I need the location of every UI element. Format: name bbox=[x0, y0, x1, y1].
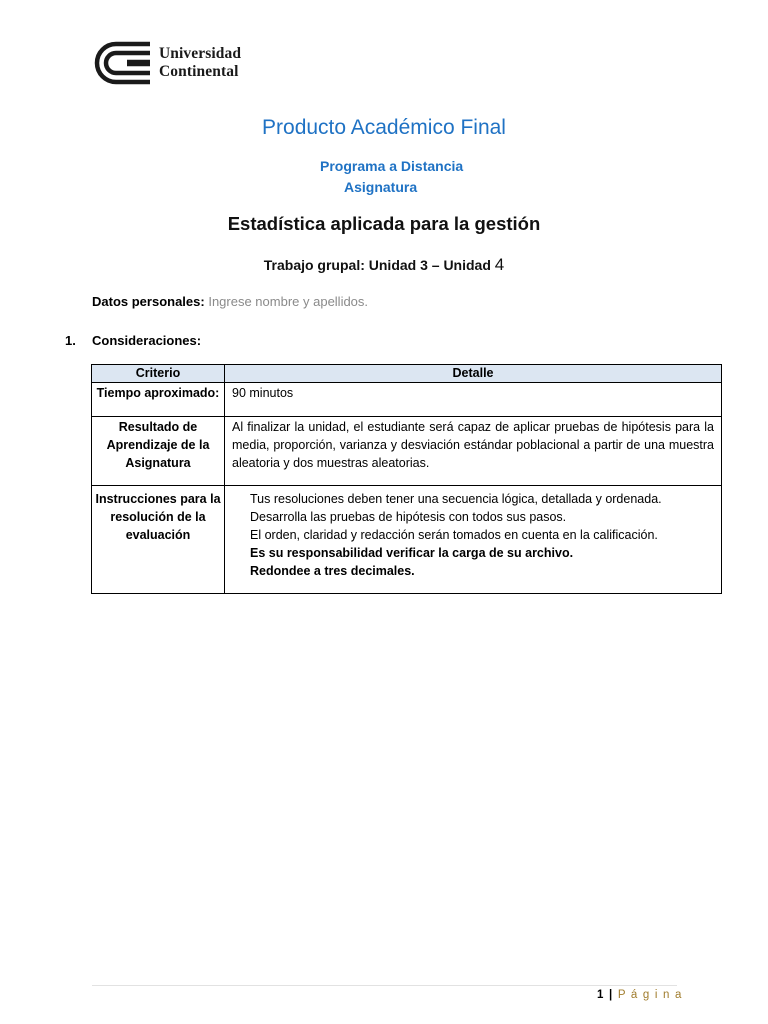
table-row bbox=[92, 383, 722, 417]
work-heading bbox=[0, 255, 768, 275]
list-item: Desarrolla las pruebas de hipótesis con todos sus pasos. bbox=[250, 510, 567, 524]
header-detalle: Detalle bbox=[225, 365, 722, 383]
list-item: El orden, claridad y redacción serán tomados en cuenta en la calificación. bbox=[250, 528, 658, 542]
list-item: Redondee a tres decimales. bbox=[250, 564, 415, 578]
page-number: 1 bbox=[597, 989, 605, 1001]
document-title: Producto Académico Final bbox=[262, 116, 506, 139]
program-name: Programa a Distancia bbox=[320, 158, 464, 174]
table-row bbox=[92, 417, 722, 486]
footer-separator: | bbox=[609, 989, 614, 1001]
work-heading-text: Trabajo grupal: Unidad 3 – Unidad bbox=[263, 257, 495, 273]
subject-label: Asignatura bbox=[344, 179, 418, 195]
personal-data-label: Datos personales: bbox=[92, 294, 205, 309]
university-logo bbox=[92, 41, 262, 85]
section-title: Consideraciones: bbox=[92, 333, 202, 348]
course-name: Estadística aplicada para la gestión bbox=[227, 213, 541, 234]
personal-data-placeholder[interactable]: Ingrese nombre y apellidos. bbox=[208, 294, 369, 309]
section-number: 1. bbox=[65, 333, 76, 348]
logo-wordmark bbox=[159, 45, 241, 81]
continental-logo-icon bbox=[92, 41, 152, 85]
list-item: Tus resoluciones deben tener una secuencia lógica, detallada y ordenada. bbox=[250, 492, 662, 506]
criterion-cell: Instrucciones para la resolución de la evaluación bbox=[92, 486, 225, 594]
table-header-row bbox=[92, 365, 722, 383]
section-heading bbox=[65, 333, 201, 348]
page-footer bbox=[597, 989, 683, 1001]
detail-cell bbox=[225, 486, 722, 594]
table-row bbox=[92, 486, 722, 594]
detail-cell: Al finalizar la unidad, el estudiante será capaz de aplicar pruebas de hipótesis para la media, proporción, varianza y desviación estándar poblacional a partir de una muestra aleatoria y dos muestras aleatorias. bbox=[225, 417, 722, 486]
considerations-table bbox=[91, 364, 722, 594]
list-item: Es su responsabilidad verificar la carga de su archivo. bbox=[250, 546, 574, 560]
header-criterio: Criterio bbox=[92, 365, 225, 383]
page-label: P á g i n a bbox=[617, 989, 683, 1001]
personal-data bbox=[92, 294, 368, 309]
criterion-cell: Tiempo aproximado: bbox=[92, 383, 225, 417]
criterion-cell: Resultado de Aprendizaje de la Asignatura bbox=[92, 417, 225, 486]
logo-line-2: Continental bbox=[159, 63, 239, 80]
logo-line-1: Universidad bbox=[159, 45, 242, 62]
detail-cell: 90 minutos bbox=[225, 383, 722, 417]
work-unit-number: 4 bbox=[494, 255, 505, 274]
footer-divider bbox=[92, 985, 677, 986]
instructions-list bbox=[232, 490, 714, 580]
